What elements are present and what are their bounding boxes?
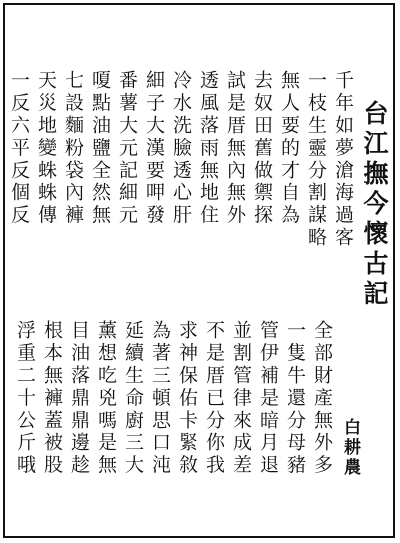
text-column: 千年如夢滄海過客: [332, 70, 354, 250]
text-column: 一枝生靈分割謀略: [305, 70, 327, 250]
text-column: 細子大漢要呷發: [143, 70, 165, 227]
text-column: 番薯大元記細元: [116, 70, 138, 227]
text-column: 天災地變蛛蛛傳: [35, 70, 57, 227]
text-column: 一隻牛還分母豬: [284, 320, 306, 477]
text-column: 浮重二十公斤哦: [14, 320, 36, 477]
text-column: 全部財產無外多: [311, 320, 333, 477]
text-column: 嗄點油鹽全然無: [89, 70, 111, 227]
text-column: 不是厝已分你我: [203, 320, 225, 477]
text-column: 延續生命廚三大: [122, 320, 144, 477]
text-column: 根本無褲蓋被股: [41, 320, 63, 477]
document-title: 台江撫今懷古記: [360, 100, 389, 310]
text-column: 管伊補是暗月退: [257, 320, 279, 477]
text-column: 薰想吃兇嗎是無: [95, 320, 117, 477]
text-column: 目油落鼎鼎邊趁: [68, 320, 90, 477]
text-column: 透風落雨無地住: [197, 70, 219, 227]
text-column: 一反六平反個反: [8, 70, 30, 227]
text-column: 冷水洗臉透心肝: [170, 70, 192, 227]
text-column: 無人要的才自為: [278, 70, 300, 227]
text-column: 求神保佑卡緊敘: [176, 320, 198, 477]
text-column: 去奴田舊做禦探: [251, 70, 273, 227]
text-column: 試是厝無內無外: [224, 70, 246, 227]
author-name: 白耕農: [340, 418, 360, 478]
text-column: 七設麵粉袋內褲: [62, 70, 84, 227]
text-column: 為著三頓思口沌: [149, 320, 171, 477]
text-column: 並割管律來成差: [230, 320, 252, 477]
